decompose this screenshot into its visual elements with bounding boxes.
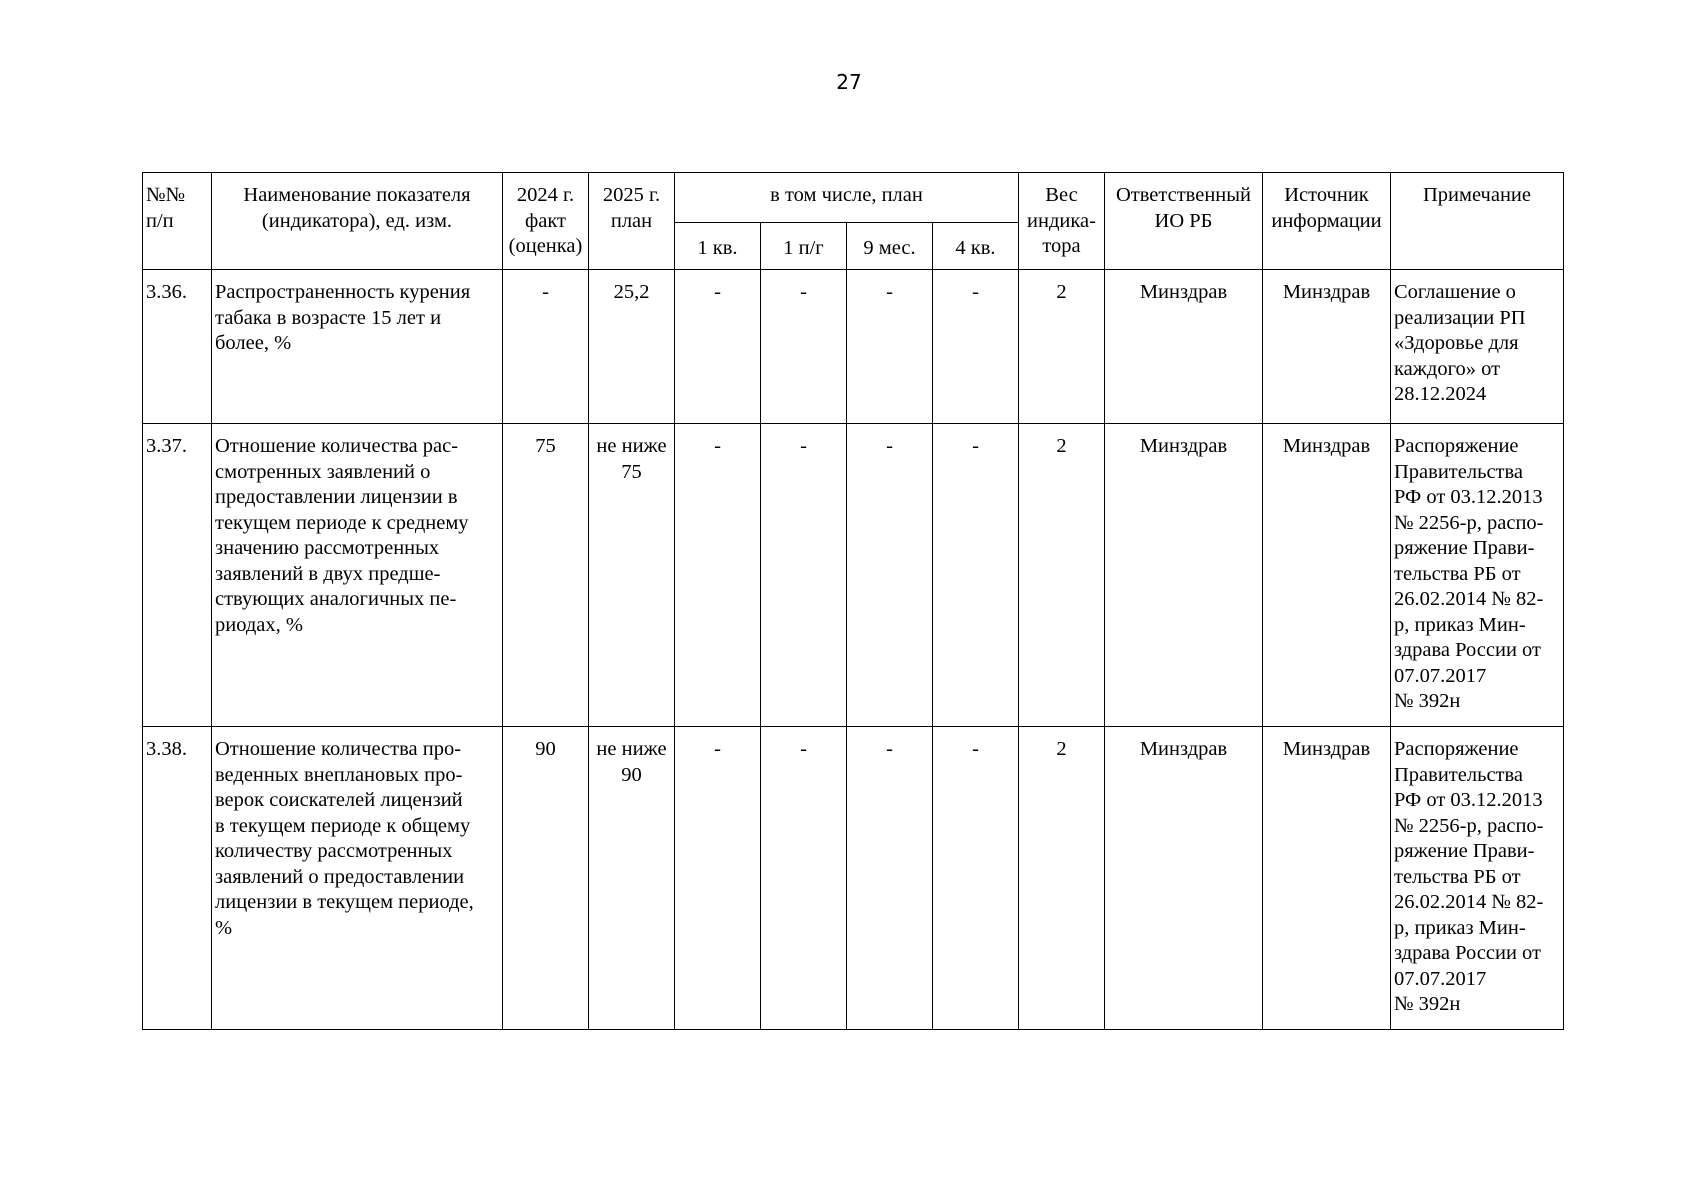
table-row [143,727,1564,1030]
col-header-fact-2024: 2024 г. факт (оценка) [503,173,589,270]
table-row [143,424,1564,727]
col-header-9m: 9 мес. [847,223,933,270]
cell-plan-2025: не ниже 90 [589,727,675,1030]
col-header-note: Примечание [1391,173,1564,270]
cell-h1: - [761,727,847,1030]
cell-source: Минздрав [1263,727,1391,1030]
col-header-num: №№ п/п [143,173,212,270]
cell-9m: - [847,424,933,727]
cell-q1: - [675,270,761,424]
cell-q4: - [933,424,1019,727]
cell-name: Отношение количества про- веденных внеплановых про- верок соискателей лицензий в текущем периоде к общему количеству рассмотренных заявлений о предоставлении лицензии в текущем периоде, % [212,727,503,1030]
cell-note: Соглашение о реализации РП «Здоровье для каждого» от 28.12.2024 [1391,270,1564,424]
cell-q4: - [933,727,1019,1030]
cell-9m: - [847,270,933,424]
table-row [143,270,1564,424]
cell-responsible: Минздрав [1105,727,1263,1030]
cell-responsible: Минздрав [1105,270,1263,424]
col-header-plan-2025: 2025 г. план [589,173,675,270]
cell-note: Распоряжение Правительства РФ от 03.12.2013 № 2256-р, распо- ряжение Прави- тельства РБ от 26.02.2014 № 82- р, приказ Мин- здрава России от 07.07.2017 № 392н [1391,424,1564,727]
cell-plan-2025: 25,2 [589,270,675,424]
page-number: 27 [836,70,862,94]
cell-fact-2024: 75 [503,424,589,727]
cell-source: Минздрав [1263,270,1391,424]
cell-responsible: Минздрав [1105,424,1263,727]
cell-weight: 2 [1019,727,1105,1030]
indicators-table [142,172,1564,1030]
cell-fact-2024: 90 [503,727,589,1030]
cell-num: 3.38. [143,727,212,1030]
cell-num: 3.37. [143,424,212,727]
header-row-1 [143,173,1564,223]
cell-name: Отношение количества рас- смотренных заявлений о предоставлении лицензии в текущем периоде к среднему значению рассмотренных заявлений в двух предше- ствующих аналогичных пе- риодах, % [212,424,503,727]
cell-note: Распоряжение Правительства РФ от 03.12.2013 № 2256-р, распо- ряжение Прави- тельства РБ от 26.02.2014 № 82- р, приказ Мин- здрава России от 07.07.2017 № 392н [1391,727,1564,1030]
cell-source: Минздрав [1263,424,1391,727]
cell-name: Распространенность курения табака в возрасте 15 лет и более, % [212,270,503,424]
col-header-h1: 1 п/г [761,223,847,270]
col-header-q1: 1 кв. [675,223,761,270]
col-header-q4: 4 кв. [933,223,1019,270]
cell-h1: - [761,270,847,424]
cell-weight: 2 [1019,424,1105,727]
cell-9m: - [847,727,933,1030]
cell-fact-2024: - [503,270,589,424]
col-header-including-plan: в том числе, план [675,173,1019,223]
cell-num: 3.36. [143,270,212,424]
cell-weight: 2 [1019,270,1105,424]
col-header-weight: Вес индика- тора [1019,173,1105,270]
cell-q4: - [933,270,1019,424]
cell-q1: - [675,727,761,1030]
cell-q1: - [675,424,761,727]
col-header-responsible: Ответственный ИО РБ [1105,173,1263,270]
col-header-name: Наименование показателя (индикатора), ед. изм. [212,173,503,270]
cell-plan-2025: не ниже 75 [589,424,675,727]
cell-h1: - [761,424,847,727]
col-header-source: Источник информации [1263,173,1391,270]
